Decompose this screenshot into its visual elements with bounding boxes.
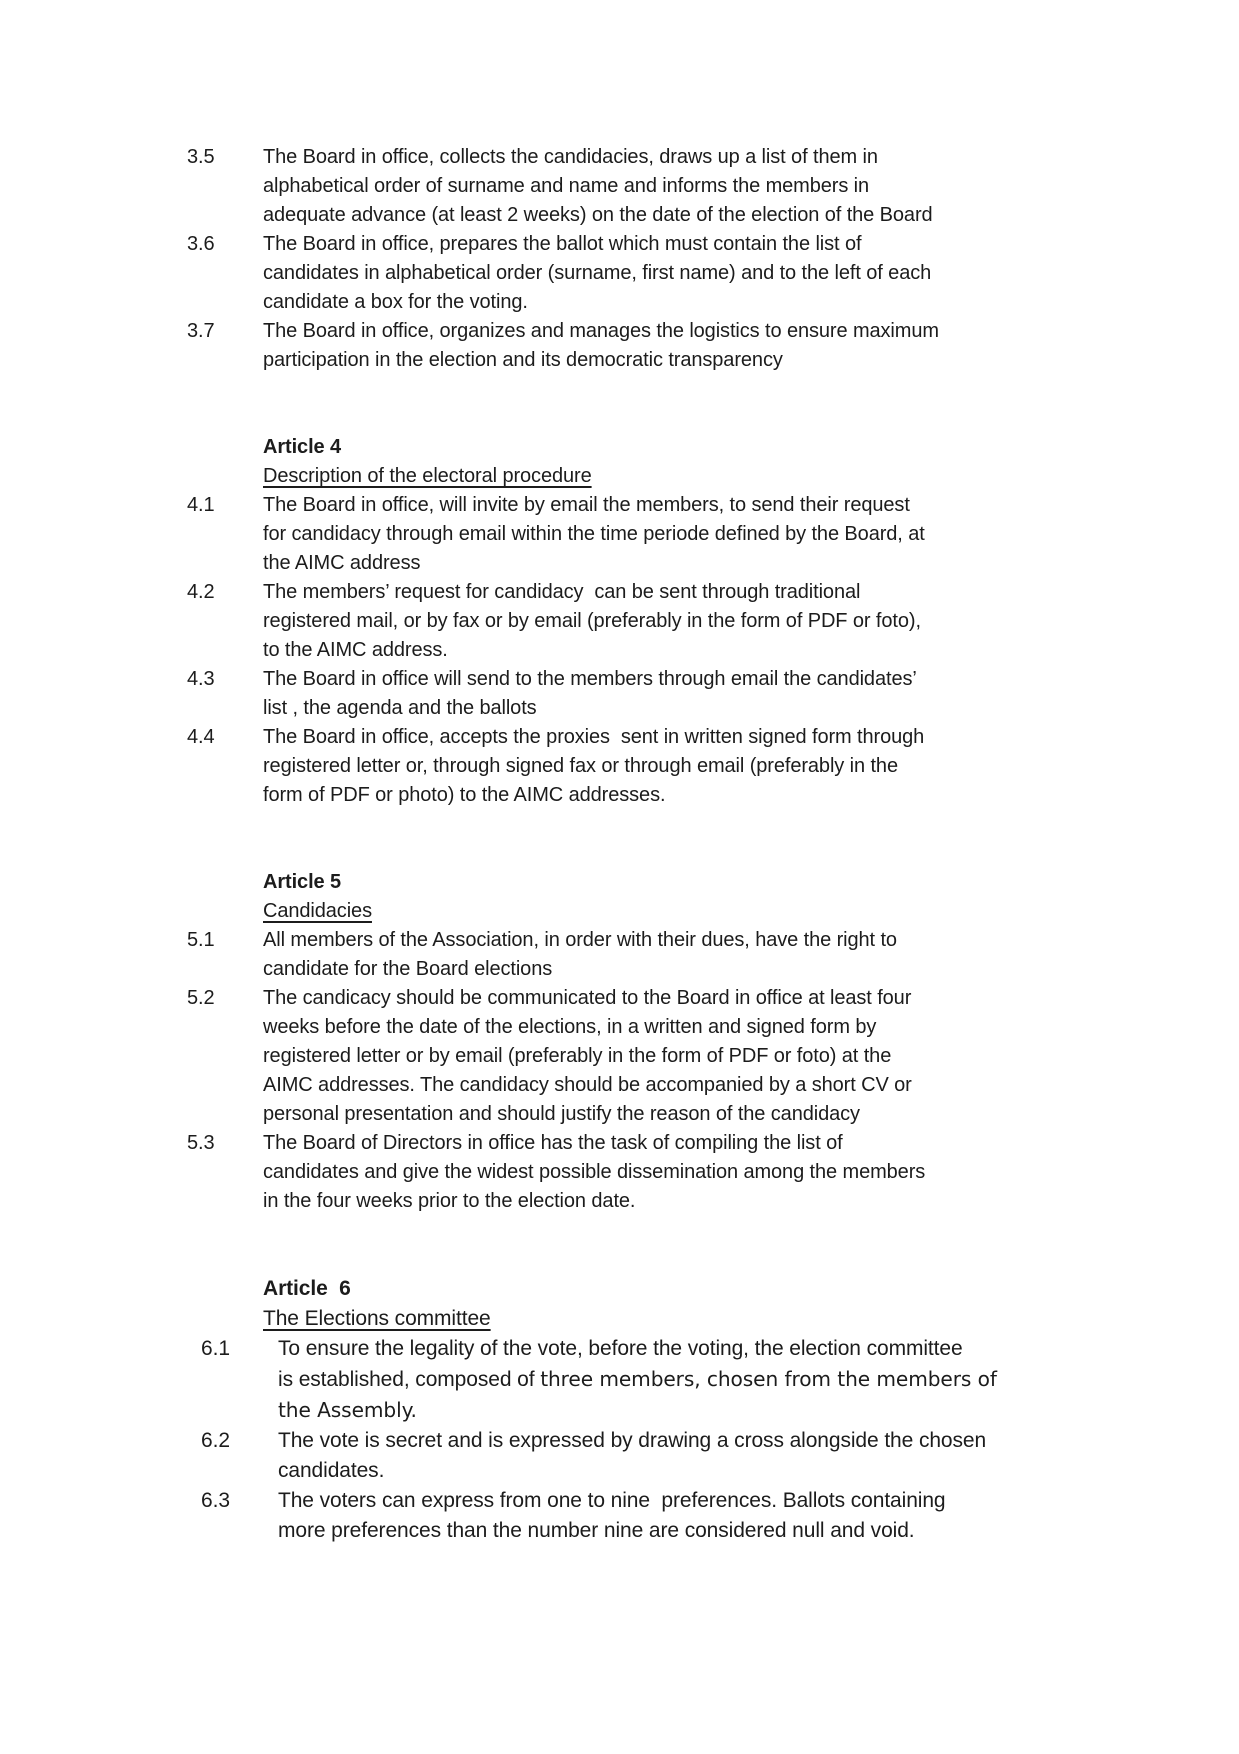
clause-item [187,578,1239,665]
clause-line: the AIMC address [263,552,421,574]
clause-number: 4.4 [187,726,215,748]
clause-line: participation in the election and its democratic transparency [263,349,783,371]
clause-line: The Board in office will send to the members through email the candidates’ [263,668,917,690]
clause-line: The Board in office, accepts the proxies sent in written signed form through [263,726,925,748]
article-subtitle: Description of the electoral procedure [263,465,592,487]
clause-text [263,926,1239,984]
clause-line: The members’ request for candidacy can be sent through traditional [263,581,861,603]
clause-line: candidates in alphabetical order (surname, first name) and to the left of each [263,262,932,284]
clause-number: 5.3 [187,1132,215,1154]
clause-line: in the four weeks prior to the election date. [263,1190,636,1212]
clause-line [278,1395,1239,1426]
clause-line: The Board in office, will invite by email the members, to send their request [263,494,910,516]
clause-line: To ensure the legality of the vote, before the voting, the election committee [278,1337,963,1360]
article-subtitle: Candidacies [263,900,372,922]
section-gap [0,810,1239,868]
clause-line: The vote is secret and is expressed by drawing a cross alongside the chosen [278,1429,987,1452]
clause-line: to the AIMC address. [263,639,448,661]
clause-number: 6.2 [201,1429,230,1452]
clause-line: registered letter or by email (preferably in the form of PDF or foto) at the [263,1045,892,1067]
article-heading: Article 6 [263,1277,351,1300]
clause-text [263,665,1239,723]
section-gap [0,1216,1239,1274]
clause-line: for candidacy through email within the time periode defined by the Board, at [263,523,925,545]
clause-number: 3.5 [187,146,215,168]
clause-line: All members of the Association, in order with their dues, have the right to [263,929,897,951]
section-gap [0,375,1239,433]
pasted-text-segment: three members, chosen from the members of [540,1367,997,1391]
clause-item [187,1129,1239,1216]
clause-number: 5.2 [187,987,215,1009]
clause-line: candidates. [278,1459,385,1482]
clause-line [278,1364,1239,1395]
clause-text [263,317,1239,375]
clause-number: 4.3 [187,668,215,690]
clause-item [187,230,1239,317]
clause-line: The Board in office, prepares the ballot which must contain the list of [263,233,862,255]
clause-line: The candicacy should be communicated to the Board in office at least four [263,987,912,1009]
clause-text [263,143,1239,230]
pasted-text-segment: the Assembly. [278,1398,417,1422]
article-subtitle: The Elections committee [263,1307,491,1330]
clause-line: AIMC addresses. The candidacy should be accompanied by a short CV or [263,1074,912,1096]
clause-number: 6.1 [201,1337,230,1360]
clause-line: The Board in office, organizes and manages the logistics to ensure maximum [263,320,939,342]
clause-line: more preferences than the number nine are considered null and void. [278,1519,915,1542]
clause-line: The Board in office, collects the candidacies, draws up a list of them in [263,146,878,168]
clause-number: 3.7 [187,320,215,342]
clause-line: weeks before the date of the elections, in a written and signed form by [263,1016,877,1038]
clause-number: 4.2 [187,581,215,603]
clause-line: form of PDF or photo) to the AIMC addresses. [263,784,666,806]
clause-item [187,723,1239,810]
clause-text [278,1486,1239,1546]
clause-text [263,723,1239,810]
clause-text [263,984,1239,1129]
clause-text [263,1129,1239,1216]
clause-text [278,1426,1239,1486]
clause-item [187,926,1239,984]
clause-item [187,143,1239,230]
clause-number: 6.3 [201,1489,230,1512]
clause-line: registered mail, or by fax or by email (preferably in the form of PDF or foto), [263,610,921,632]
article-heading: Article 4 [263,436,342,458]
clause-item [201,1334,1239,1426]
clause-item [187,491,1239,578]
clause-line: candidates and give the widest possible dissemination among the members [263,1161,926,1183]
clause-item [187,317,1239,375]
clause-line: The Board of Directors in office has the task of compiling the list of [263,1132,843,1154]
clause-text [278,1334,1239,1426]
clause-line: adequate advance (at least 2 weeks) on the date of the election of the Board [263,204,933,226]
clause-line: candidate a box for the voting. [263,291,528,313]
clause-text [263,491,1239,578]
clause-line: alphabetical order of surname and name and informs the members in [263,175,870,197]
clause-item [187,665,1239,723]
clause-text [263,578,1239,665]
clause-line: registered letter or, through signed fax or through email (preferably in the [263,755,898,777]
clause-text [263,230,1239,317]
clause-number: 5.1 [187,929,215,951]
clause-item [187,984,1239,1129]
clause-item [201,1426,1239,1486]
clause-number: 4.1 [187,494,215,516]
clause-item [201,1486,1239,1546]
clause-line: candidate for the Board elections [263,958,553,980]
article-heading: Article 5 [263,871,342,893]
clause-line: list , the agenda and the ballots [263,697,537,719]
text-segment: is established, composed of [278,1368,541,1391]
clause-line: personal presentation and should justify the reason of the candidacy [263,1103,860,1125]
clause-number: 3.6 [187,233,215,255]
clause-line: The voters can express from one to nine preferences. Ballots containing [278,1489,946,1512]
